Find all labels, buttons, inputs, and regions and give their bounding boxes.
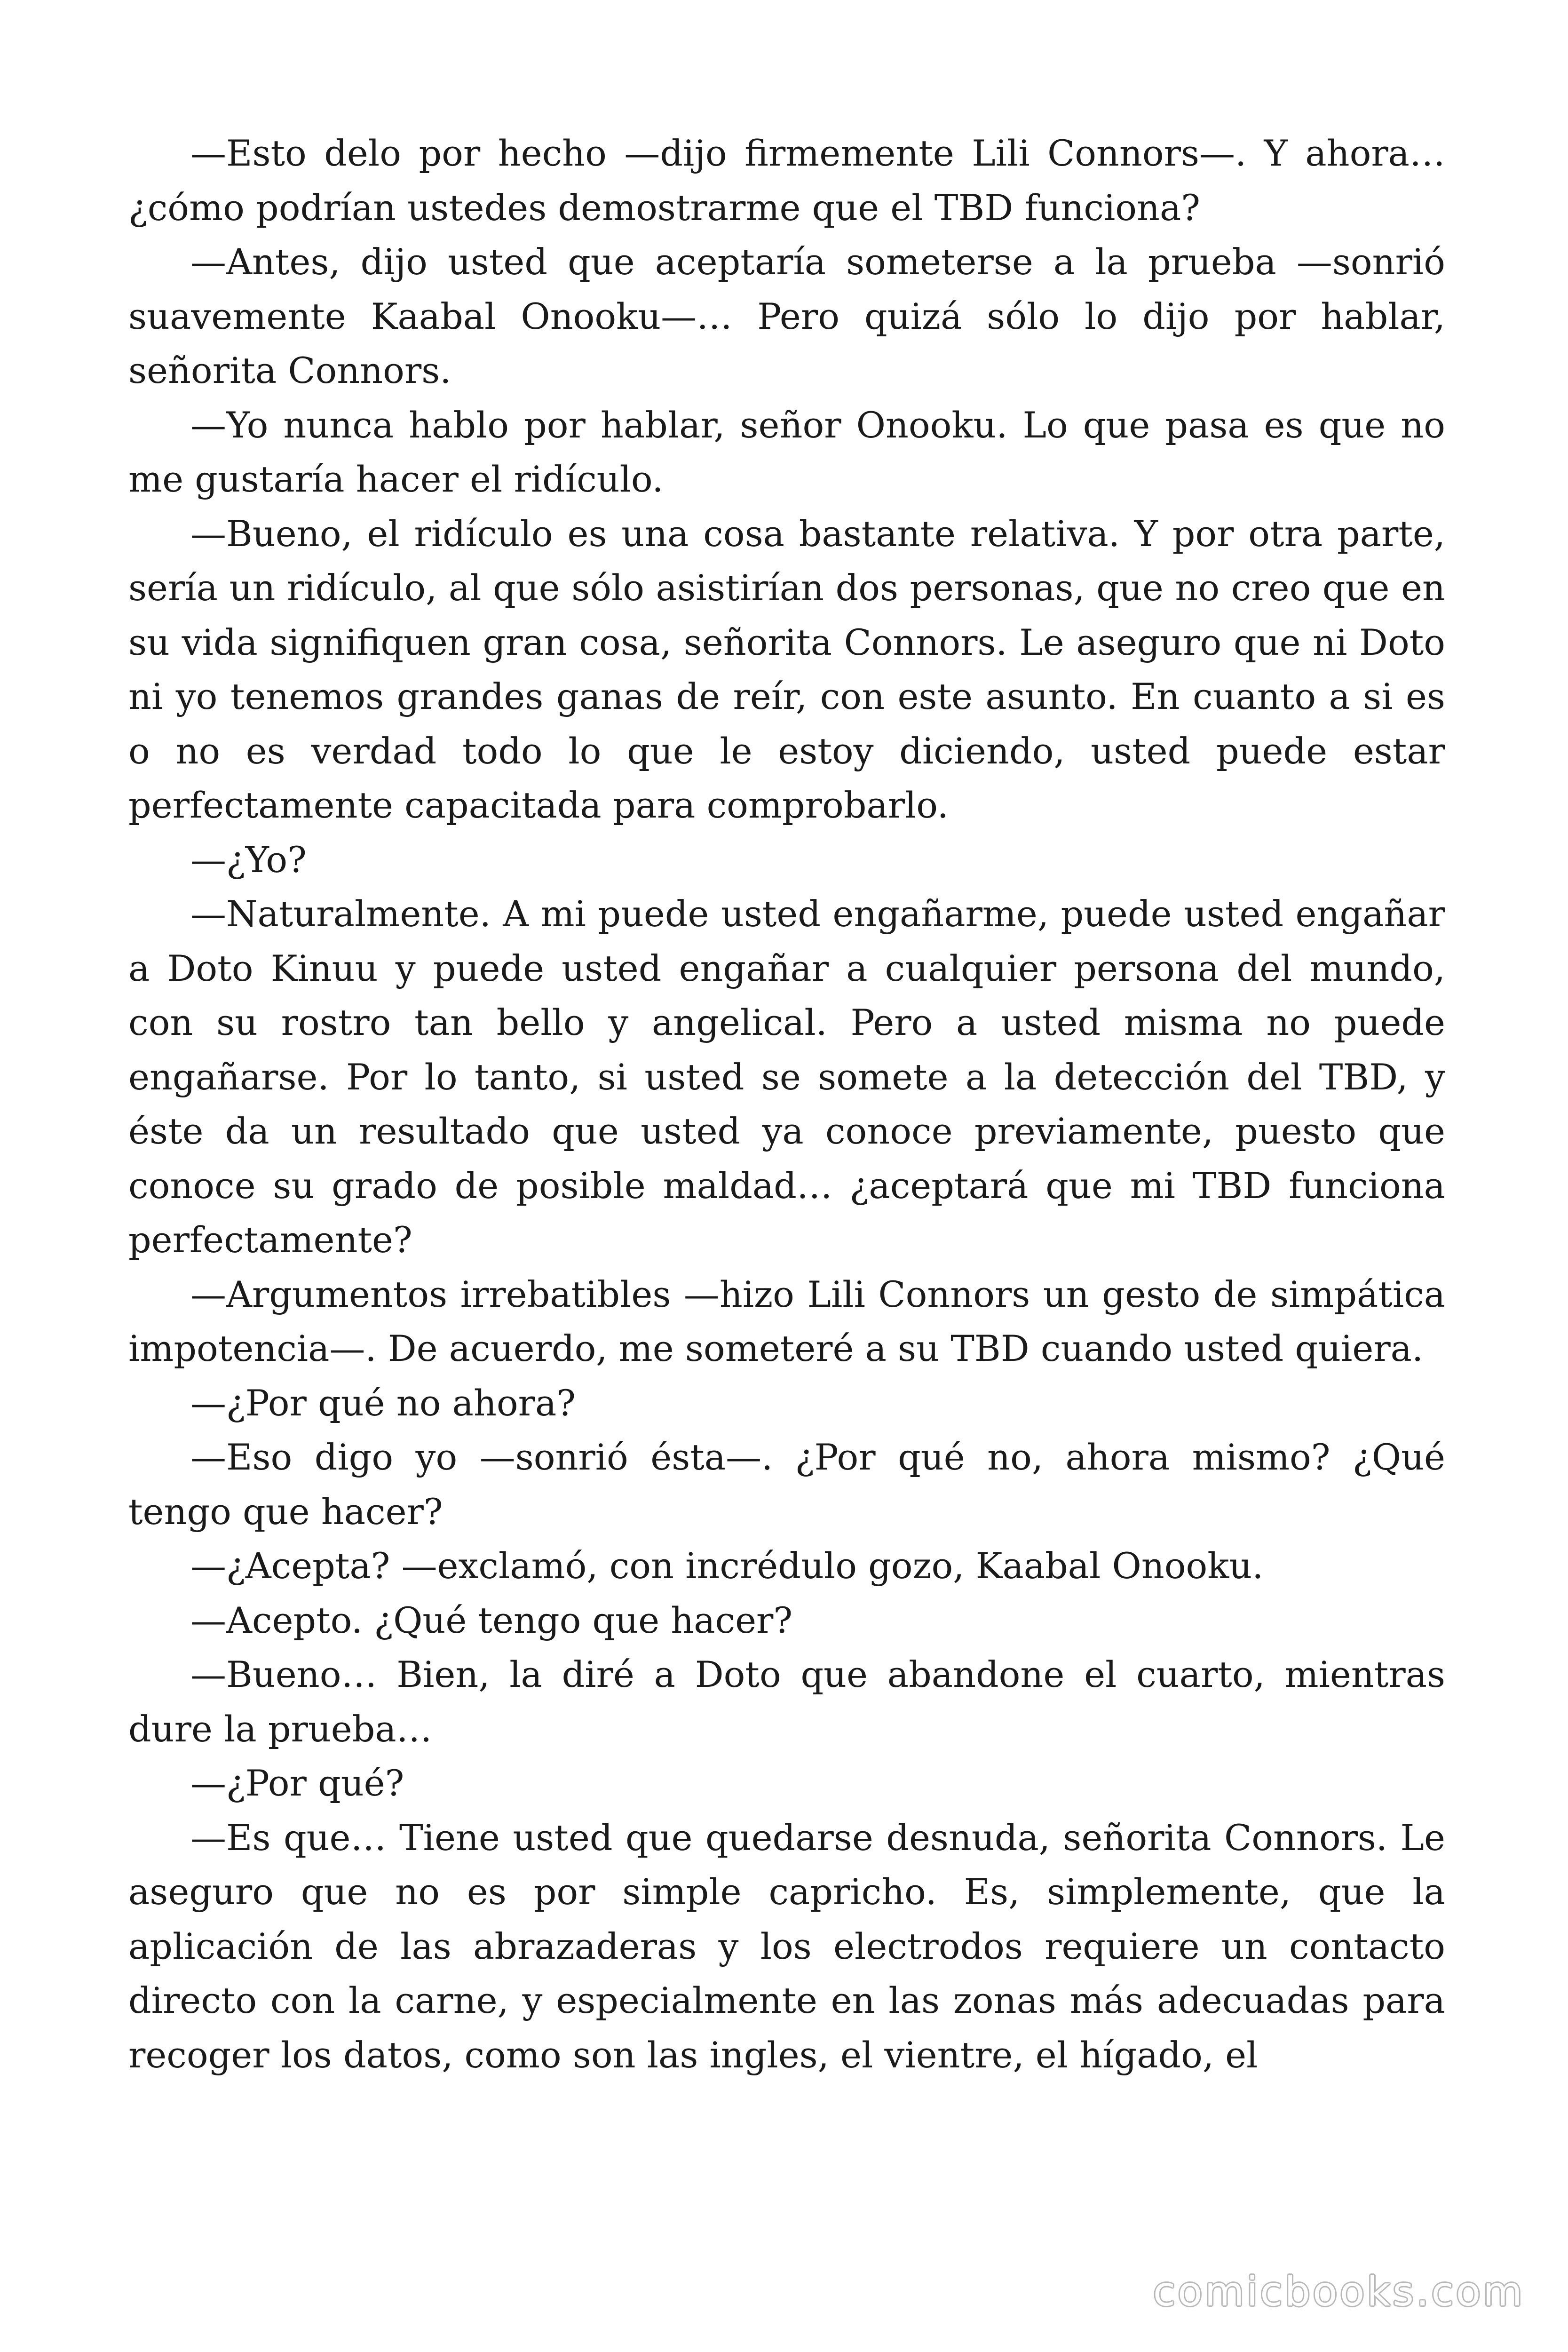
- book-page-text: [128, 126, 1445, 2082]
- paragraph: —Es que… Tiene usted que quedarse desnuda, señorita Connors. Le aseguro que no es por simple capricho. Es, simplemente, que la aplicación de las abrazaderas y los electrodos requiere un contacto directo con la carne, y especialmente en las zonas más adecuadas para recoger los datos, como son las ingles, el vientre, el hígado, el: [128, 1816, 1445, 2076]
- watermark: comicbooks.com: [1153, 2268, 1525, 2315]
- paragraph: —Esto delo por hecho —dijo firmemente Lili Connors—. Y ahora… ¿cómo podrían ustedes demostrarme que el TBD funciona?: [128, 132, 1445, 229]
- paragraph: —Antes, dijo usted que aceptaría someterse a la prueba —sonrió suavemente Kaabal Onooku—… Pero quizá sólo lo dijo por hablar, señorita Connors.: [128, 241, 1445, 391]
- paragraph: —Bueno… Bien, la diré a Doto que abandone el cuarto, mientras dure la prueba…: [128, 1653, 1445, 1750]
- paragraph: —Argumentos irrebatibles —hizo Lili Connors un gesto de simpática impotencia—. De acuerdo, me someteré a su TBD cuando usted quiera.: [128, 1273, 1445, 1369]
- paragraph: —Eso digo yo —sonrió ésta—. ¿Por qué no, ahora mismo? ¿Qué tengo que hacer?: [128, 1436, 1445, 1533]
- paragraph: —¿Yo?: [190, 838, 307, 881]
- paragraph: —¿Por qué no ahora?: [190, 1382, 576, 1424]
- paragraph: —Bueno, el ridículo es una cosa bastante relativa. Y por otra parte, sería un ridículo, al que sólo asistirían dos personas, que no creo que en su vida signifiquen gran cosa, señorita Connors. Le aseguro que ni Doto ni yo tenemos grandes ganas de reír, con este asunto. En cuanto a si es o no es verdad todo lo que le estoy diciendo, usted puede estar perfectamente capacitada para comprobarlo.: [128, 512, 1445, 826]
- paragraph: —Yo nunca hablo por hablar, señor Onooku. Lo que pasa es que no me gustaría hacer el ridículo.: [128, 404, 1445, 500]
- paragraph: —Naturalmente. A mi puede usted engañarme, puede usted engañar a Doto Kinuu y puede usted engañar a cualquier persona del mundo, con su rostro tan bello y angelical. Pero a usted misma no puede engañarse. Por lo tanto, si usted se somete a la detección del TBD, y éste da un resultado que usted ya conoce previamente, puesto que conoce su grado de posible maldad… ¿aceptará que mi TBD funciona perfectamente?: [128, 893, 1445, 1261]
- paragraph: —¿Por qué?: [190, 1762, 404, 1804]
- paragraph: —Acepto. ¿Qué tengo que hacer?: [190, 1599, 793, 1641]
- paragraph: —¿Acepta? —exclamó, con incrédulo gozo, Kaabal Onooku.: [190, 1545, 1264, 1587]
